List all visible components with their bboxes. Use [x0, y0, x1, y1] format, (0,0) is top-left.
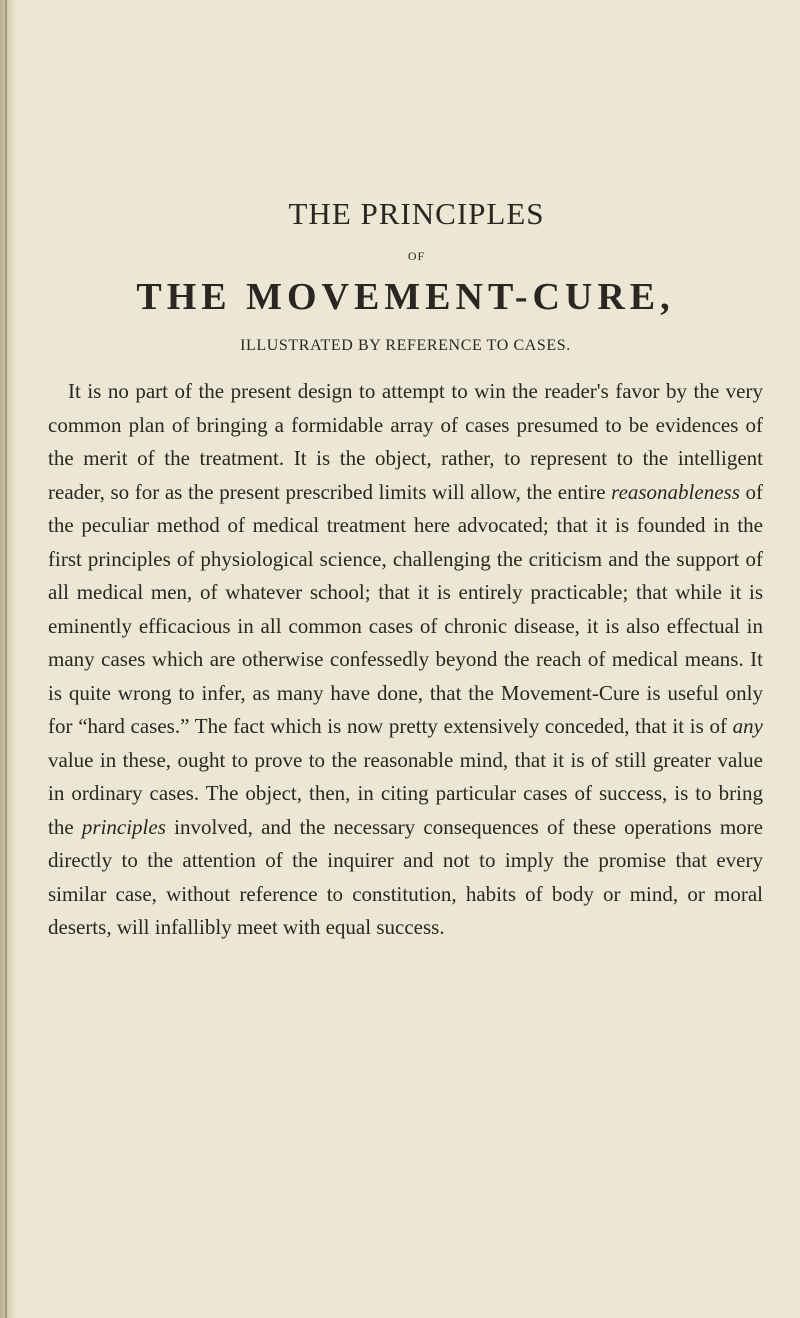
body-paragraph — [48, 375, 763, 945]
chapter-subtitle: THE MOVEMENT-CURE, — [136, 276, 675, 318]
page-spine-edge — [0, 0, 16, 1318]
body-text-part-2: of the peculiar method of medical treatment here advocated; that it is founded in the first principles of physiological science, challenging the criticism and the support of all medical men, of whatever school; that it is entirely practicable; that while it is eminently efficacious in all common cases of chronic disease, it is also effectual in many cases which are otherwise confessedly beyond the reach of medical means. It is quite wrong to infer, as many have done, that the Movement-Cure is useful only for “hard cases.” The fact which is now pretty extensively conceded, that it is of — [48, 479, 763, 738]
chapter-subheading: ILLUSTRATED BY REFERENCE TO CASES. — [240, 337, 571, 354]
emphasis-principles: principles — [81, 814, 166, 839]
emphasis-reasonableness: reasonableness — [611, 479, 740, 504]
chapter-title: THE PRINCIPLES — [288, 196, 545, 231]
binding-line — [5, 0, 7, 1318]
body-text-part-4: involved, and the necessary consequences of these operations more directly to the attention of the inquirer and not to imply the promise that every similar case, without reference to constitution, habits of body or mind, or moral deserts, will infallibly meet with equal success. — [48, 814, 763, 939]
emphasis-any: any — [732, 714, 763, 738]
body-text-part-3: value in these, ought to prove to the reasonable mind, that it is of still greater value in ordinary cases. The object, then, in citing particular cases of success, is to bring the — [48, 747, 763, 839]
body-text-part-1: It is no part of the present design to attempt to win the reader's favor by the very common plan of bringing a formidable array of cases presumed to be evidences of the merit of the treatment. It is the object, rather, to represent to the intelligent reader, so for as the present prescribed limits will allow, the entire — [48, 379, 763, 504]
title-connector: OF — [407, 249, 426, 263]
document-page — [48, 196, 763, 966]
